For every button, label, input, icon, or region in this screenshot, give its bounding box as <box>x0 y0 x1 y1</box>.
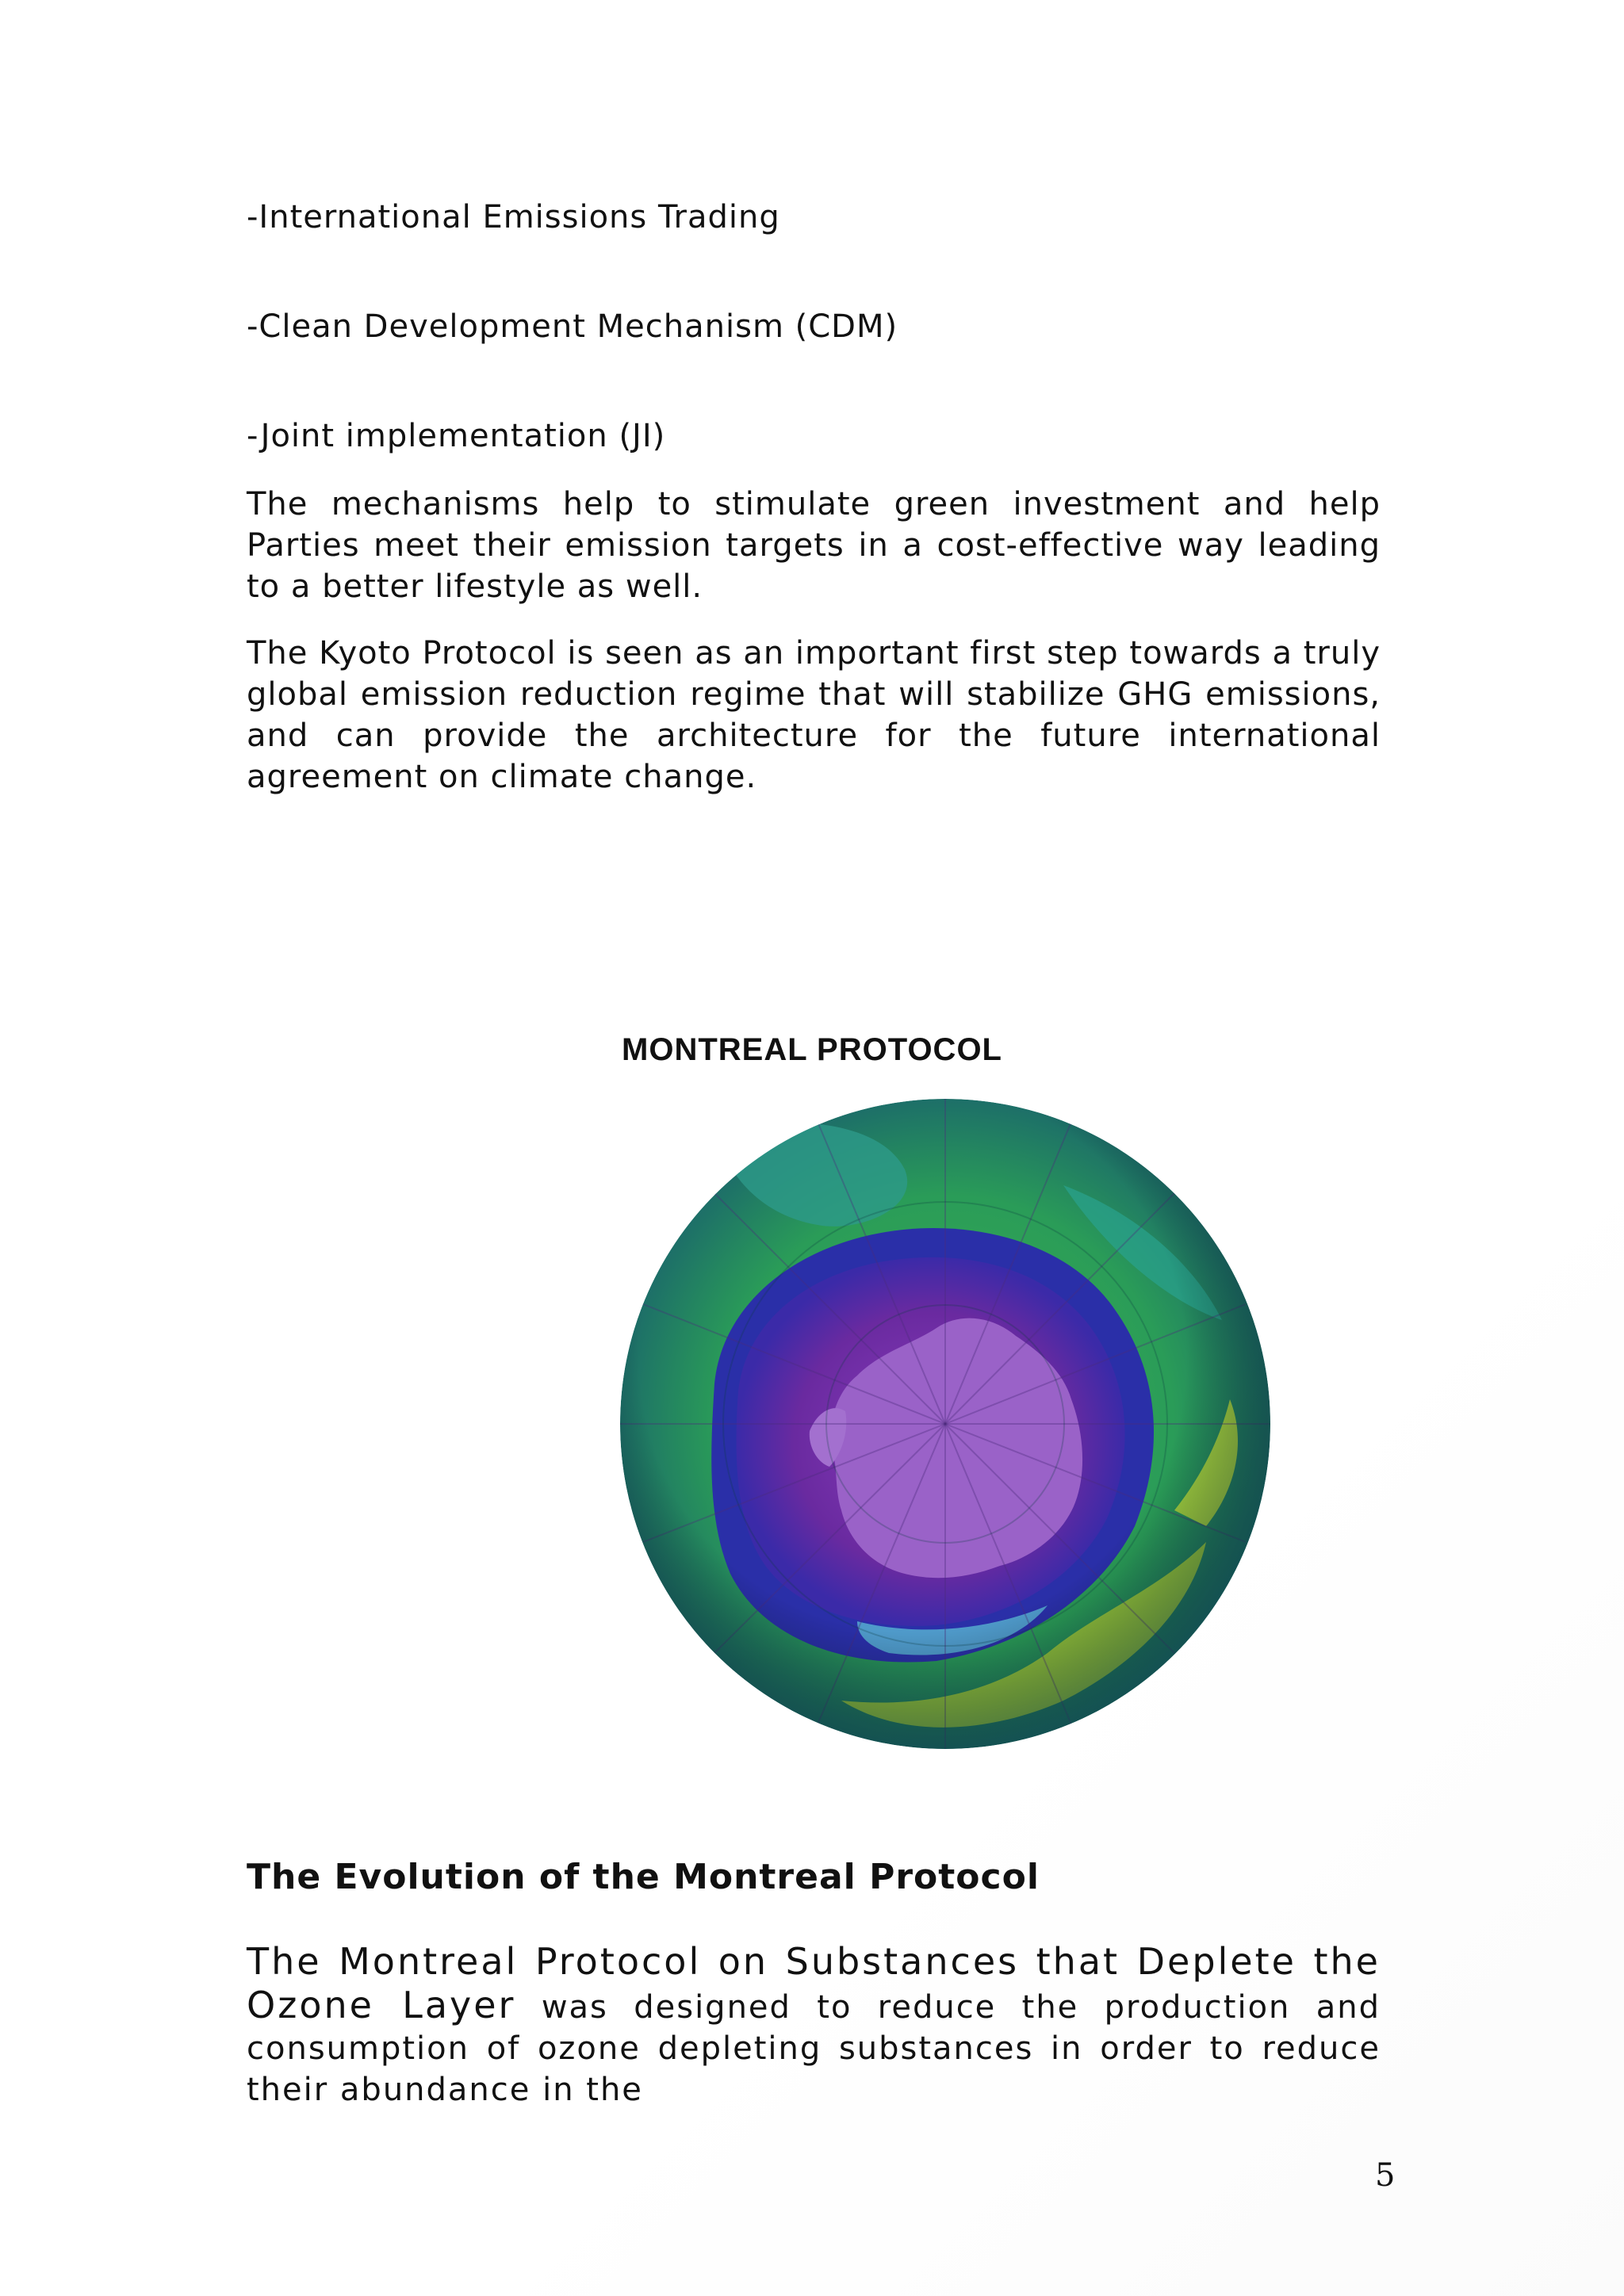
evolution-lead: The Montreal Protocol on Substances that Deplete the Ozone Layer <box>247 1940 1381 2026</box>
list-item-emissions-trading: -International Emissions Trading <box>247 199 780 235</box>
mechanisms-paragraph: The mechanisms help to stimulate green investment and help Parties meet their emission targets in a cost-effective way leading to a better lifestyle as well. <box>247 486 1381 605</box>
page-number: 5 <box>1375 2157 1396 2194</box>
list-item-cdm: -Clean Development Mechanism (CDM) <box>247 308 898 345</box>
evolution-body: was designed to reduce the production and consumption of ozone depleting substances in order to reduce their abundance in the <box>247 1989 1381 2108</box>
section-heading: The Evolution of the Montreal Protocol <box>247 1857 1040 1897</box>
evolution-paragraph <box>247 1941 1381 2110</box>
figure-title: MONTREAL PROTOCOL <box>622 1032 1002 1067</box>
ozone-hole-globe-image <box>619 1098 1271 1750</box>
kyoto-paragraph: The Kyoto Protocol is seen as an important first step towards a truly global emission reduction regime that will stabilize GHG emissions, and can provide the architecture for the future international agreement on climate change. <box>247 635 1381 795</box>
list-item-joint-implementation: -Joint implementation (JI) <box>247 418 666 454</box>
